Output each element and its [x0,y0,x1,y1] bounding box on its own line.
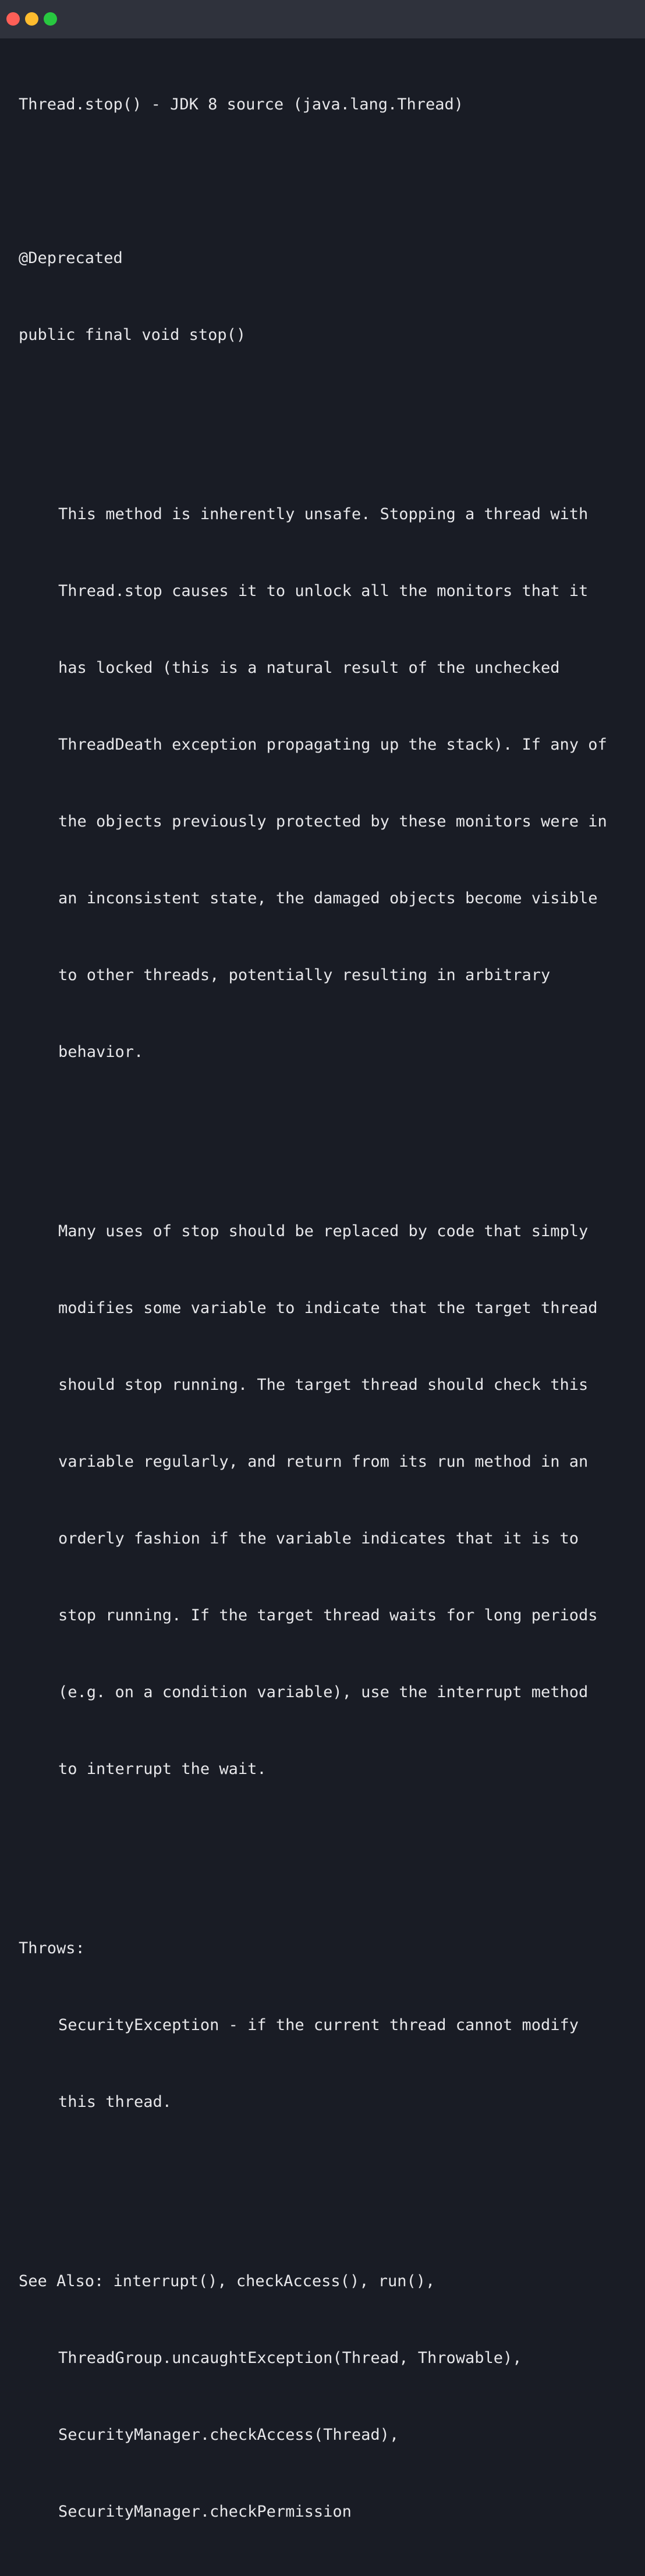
throws-label: Throws: [19,1939,85,1957]
window-titlebar [0,0,645,38]
doc-heading: Thread.stop() - JDK 8 source (java.lang.Thread) [19,95,464,113]
paragraph1-line: ThreadDeath exception propagating up the stack). If any of [58,736,607,754]
throws-line: SecurityException - if the current thread cannot modify [58,2016,579,2034]
javadoc-text [19,41,642,2576]
paragraph1-line: an inconsistent state, the damaged objects become visible [58,889,598,907]
paragraph1-line: the objects previously protected by these monitors were in [58,812,607,831]
paragraph2-line: modifies some variable to indicate that the target thread [58,1299,598,1317]
paragraph1-line: This method is inherently unsafe. Stopping a thread with [58,505,589,523]
blank-line [19,1116,642,1142]
see-also-label: See Also: interrupt(), checkAccess(), run(), [19,2272,435,2290]
paragraph2-line: should stop running. The target thread should check this [58,1376,589,1394]
paragraph1-line: to other threads, potentially resulting in arbitrary [58,966,551,984]
blank-line [19,1833,642,1859]
paragraph2-line: Many uses of stop should be replaced by code that simply [58,1222,589,1240]
blank-line [19,2166,642,2192]
paragraph1-line: behavior. [58,1043,144,1061]
paragraph2-line: (e.g. on a condition variable), use the interrupt method [58,1683,589,1701]
close-window-icon[interactable] [6,12,20,26]
throws-line: this thread. [58,2093,172,2111]
paragraph1-line: Thread.stop causes it to unlock all the monitors that it [58,582,589,600]
paragraph2-line: to interrupt the wait. [58,1760,267,1778]
method-signature: public final void stop() [19,326,246,344]
blank-line [19,399,642,425]
paragraph1-line: has locked (this is a natural result of the unchecked [58,659,560,677]
paragraph2-line: variable regularly, and return from its run method in an [58,1453,589,1471]
see-also-line: SecurityManager.checkAccess(Thread), [58,2426,399,2444]
see-also-line: ThreadGroup.uncaughtException(Thread, Throwable), [58,2349,522,2367]
paragraph2-line: stop running. If the target thread waits for long periods [58,1606,598,1624]
deprecated-annotation: @Deprecated [19,249,123,267]
minimize-window-icon[interactable] [25,12,38,26]
see-also-line: SecurityManager.checkPermission [58,2503,352,2521]
blank-line [19,169,642,194]
maximize-window-icon[interactable] [44,12,57,26]
paragraph2-line: orderly fashion if the variable indicates that it is to [58,1530,579,1548]
